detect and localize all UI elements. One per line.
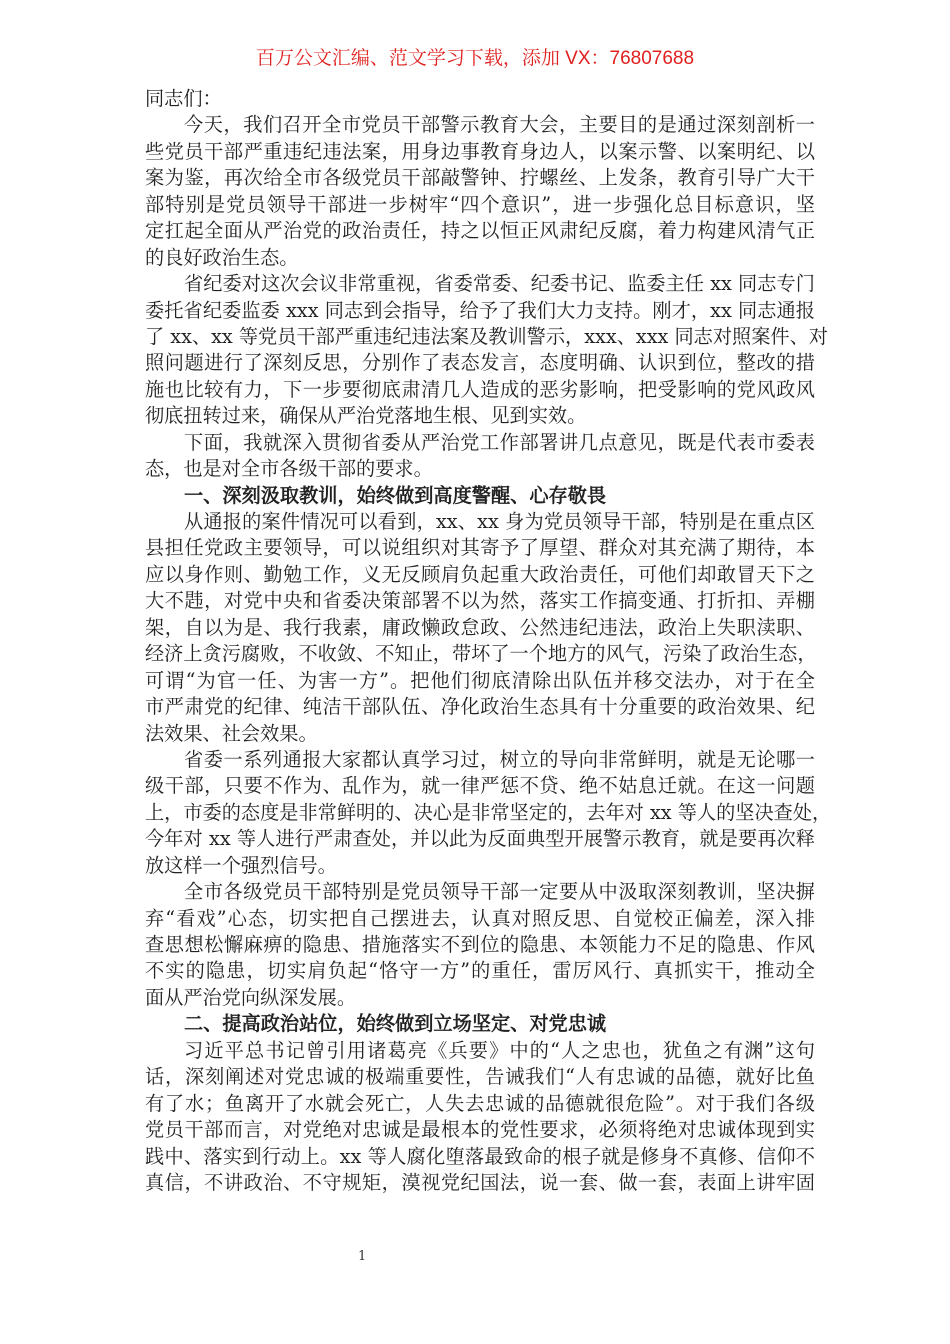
text-line: 县担任党政主要领导，可以说组织对其寄予了厚望、群众对其充满了期待，本 xyxy=(145,536,815,560)
watermark-banner: 百万公文汇编、范文学习下载，添加 VX：76807688 xyxy=(255,48,695,69)
text-line: 照问题进行了深刻反思，分别作了表态发言，态度明确、认识到位，整改的措 xyxy=(145,351,815,375)
text-line: 不实的隐患，切实肩负起“恪守一方”的重任，雷厉风行、真抓实干，推动全 xyxy=(145,959,815,983)
text-line: 可谓“为官一任、为害一方”。把他们彻底清除出队伍并移交法办，对于在全 xyxy=(145,668,815,692)
text-line: 真信，不讲政治、不守规矩，漠视党纪国法，说一套、做一套，表面上讲牢固 xyxy=(145,1170,815,1194)
text-line: 委托省纪委监委 xxx 同志到会指导，给予了我们大力支持。刚才，xx 同志通报 xyxy=(145,298,815,322)
section-heading xyxy=(145,1011,815,1037)
text-line: 面从严治党向纵深发展。 xyxy=(145,985,357,1009)
text-line: 上，市委的态度是非常鲜明的、决心是非常坚定的，去年对 xx 等人的坚决查处， xyxy=(145,800,832,824)
text-line: 弃“看戏”心态，切实把自己摆进去，认真对照反思、自觉校正偏差，深入排 xyxy=(145,906,815,930)
paragraph xyxy=(145,430,815,483)
text-line: 了 xx、xx 等党员干部严重违纪违法案及教训警示，xxx、xxx 同志对照案件、对 xyxy=(145,324,828,348)
text-line: 今年对 xx 等人进行严肃查处，并以此为反面典型开展警示教育，就是要再次释 xyxy=(145,827,815,851)
text-line: 全市各级党员干部特别是党员领导干部一定要从中汲取深刻教训，坚决摒 xyxy=(184,880,815,904)
text-line: 施也比较有力，下一步要彻底肃清几人造成的恶劣影响，把受影响的党风政风 xyxy=(145,377,815,401)
document-body xyxy=(145,86,832,1196)
text-line: 践中、落实到行动上。xx 等人腐化堕落最致命的根子就是修身不真修、信仰不 xyxy=(145,1144,815,1168)
text-line: 查思想松懈麻痹的隐患、措施落实不到位的隐患、本领能力不足的隐患、作风 xyxy=(145,933,815,956)
text-line: 有了水；鱼离开了水就会死亡，人失去忠诚的品德就很危险”。对于我们各级 xyxy=(145,1091,815,1115)
text-line: 大不韪，对党中央和省委决策部署不以为然，落实工作搞变通、打折扣、弄棚 xyxy=(145,589,815,613)
text-line: 案为鉴，再次给全市各级党员干部敲警钟、拧螺丝、上发条，教育引导广大干 xyxy=(145,166,815,190)
paragraph xyxy=(145,112,815,271)
text-line: 二、提高政治站位，始终做到立场坚定、对党忠诚 xyxy=(184,1012,607,1036)
text-line: 习近平总书记曾引用诸葛亮《兵要》中的“人之忠也，犹鱼之有渊”这句 xyxy=(184,1038,815,1062)
text-line: 部特别是党员领导干部进一步树牢“四个意识”，进一步强化总目标意识，坚 xyxy=(145,192,815,216)
paragraph xyxy=(145,747,832,879)
text-line: 党员干部而言，对党绝对忠诚是最根本的党性要求，必须将绝对忠诚体现到实 xyxy=(145,1118,815,1142)
text-line: 省纪委对这次会议非常重视，省委常委、纪委书记、监委主任 xx 同志专门 xyxy=(184,272,815,296)
text-line: 态，也是对全市各级干部的要求。 xyxy=(145,457,433,481)
paragraph xyxy=(145,879,815,1011)
text-line: 应以身作则、勤勉工作，义无反顾肩负起重大政治责任，可他们却敢冒天下之 xyxy=(145,562,815,586)
text-line: 下面，我就深入贯彻省委从严治党工作部署讲几点意见，既是代表市委表 xyxy=(184,430,815,454)
text-line: 一、深刻汲取教训，始终做到高度警醒、心存敬畏 xyxy=(184,483,607,507)
salutation xyxy=(145,86,815,112)
text-line: 级干部，只要不作为、乱作为，就一律严惩不贷、绝不姑息迁就。在这一问题 xyxy=(145,774,815,798)
text-line: 些党员干部严重违纪违法案，用身边事教育身边人，以案示警、以案明纪、以 xyxy=(145,139,815,163)
text-line: 从通报的案件情况可以看到，xx、xx 身为党员领导干部，特别是在重点区 xyxy=(184,510,815,533)
text-line: 放这样一个强烈信号。 xyxy=(145,853,337,877)
text-line: 省委一系列通报大家都认真学习过，树立的导向非常鲜明，就是无论哪一 xyxy=(184,747,815,771)
text-line: 的良好政治生态。 xyxy=(145,245,299,269)
text-line: 彻底扭转过来，确保从严治党落地生根、见到实效。 xyxy=(145,404,587,428)
paragraph xyxy=(145,1038,815,1197)
paragraph xyxy=(145,271,828,430)
paragraph xyxy=(145,509,815,747)
text-line: 话，深刻阐述对党忠诚的极端重要性，告诫我们“人有忠诚的品德，就好比鱼 xyxy=(145,1065,815,1089)
text-line: 经济上贪污腐败，不收敛、不知止，带坏了一个地方的风气，污染了政治生态， xyxy=(145,642,817,666)
text-line: 定扛起全面从严治党的政治责任，持之以恒正风肃纪反腐，着力构建风清气正 xyxy=(145,219,815,243)
text-line: 同志们： xyxy=(145,87,222,110)
text-line: 今天，我们召开全市党员干部警示教育大会，主要目的是通过深刻剖析一 xyxy=(184,113,815,137)
text-line: 市严肃党的纪律、纯洁干部队伍、净化政治生态具有十分重要的政治效果、纪 xyxy=(145,695,815,719)
text-line: 法效果、社会效果。 xyxy=(145,721,318,745)
section-heading xyxy=(145,483,815,509)
text-line: 架，自以为是、我行我素，庸政懒政怠政、公然违纪违法，政治上失职渎职、 xyxy=(145,615,815,639)
page-number: 1 xyxy=(358,1249,367,1264)
